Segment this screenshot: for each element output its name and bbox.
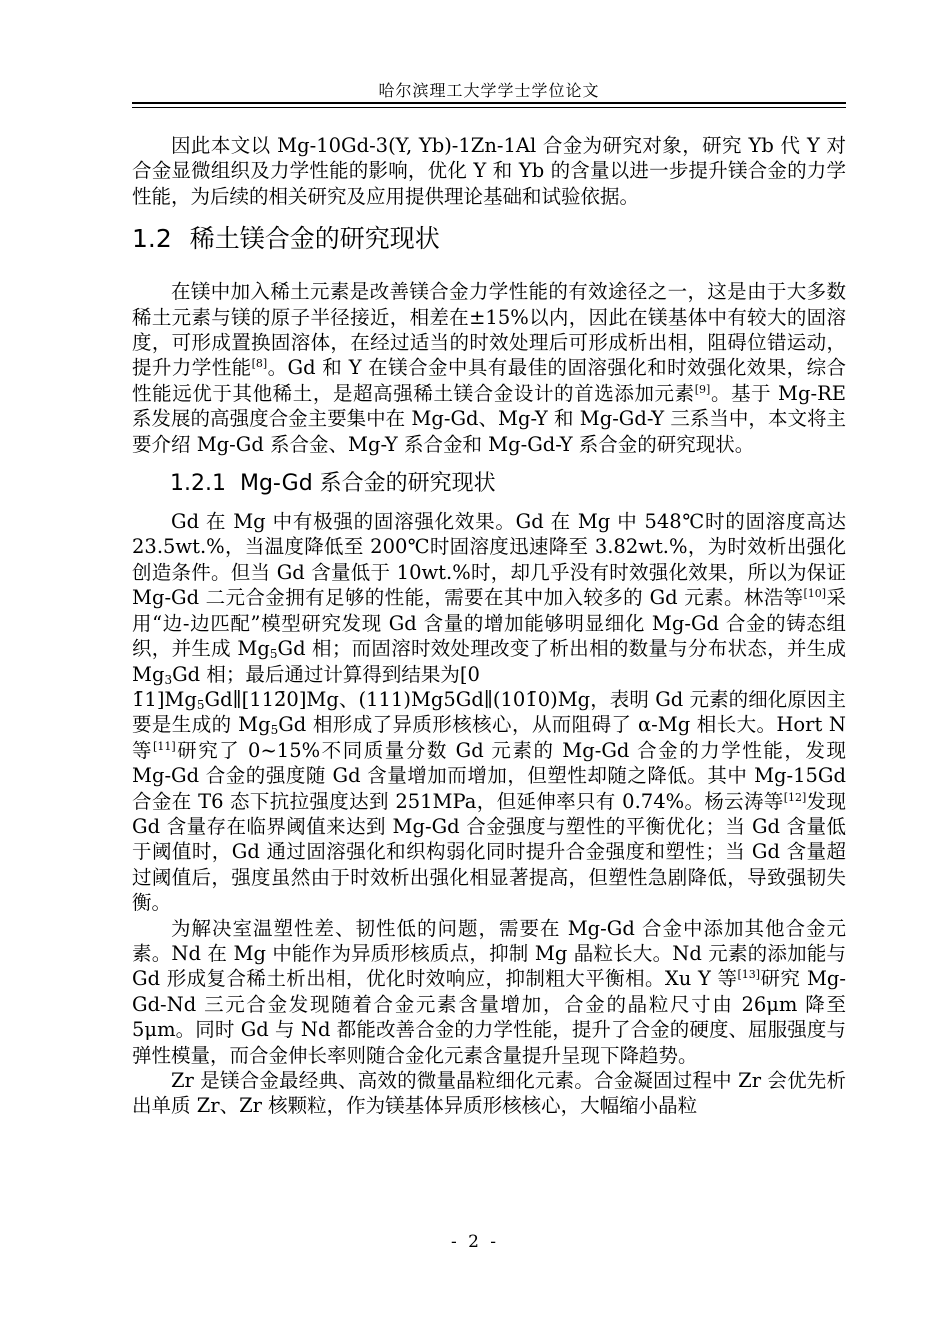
section-number: 1.2 [132, 224, 172, 254]
citation: [13] [737, 968, 761, 982]
citation: [12] [783, 790, 807, 804]
text-run: Gd 在 Mg 中有极强的固溶强化效果。Gd 在 Mg 中 548℃时的固溶度高达 23.5wt.%，当温度降低至 200℃时固溶度迅速降至 3.82wt.%，为时效析出强化创造条件。但当 Gd 含量低于 10wt.%时，却几乎没有时效强化效果，所以为保证 Mg-Gd 二元合金拥有足够的性能，需要在其中加入较多的 Gd 元素。林浩等 [132, 510, 846, 610]
text-run: Gd 相；最后通过计算得到结果为[0 [172, 662, 480, 686]
subscript: 5 [269, 647, 278, 662]
subscript: 5 [196, 697, 205, 712]
text-run: 。基于 Mg-RE 系发展的高强度合金主要集中在 Mg-Gd、Mg-Y 和 Mg-Gd-Y 三系当中，本文将主要介绍 Mg-Gd 系合金、Mg-Y 系合金和 Mg-Gd-Y 系合金的研究现状。 [132, 381, 846, 456]
text-run: Gd 相；而固溶时效处理改变了析出相的数量与分布状态，并生成 Mg [132, 637, 846, 686]
subscript: 3 [164, 672, 173, 687]
section-heading [132, 219, 846, 259]
citation: [11] [153, 739, 176, 753]
subsection-number: 1.2.1 [170, 471, 226, 497]
text-run: 1̄1]Mg [132, 687, 197, 711]
header-rule-thin [132, 107, 846, 108]
text-run: 发现 Gd 含量存在临界阈值来达到 Mg-Gd 合金强度与塑性的平衡优化；当 Gd 含量低于阈值时，Gd 通过固溶强化和织构弱化同时提升合金强度和塑性；当 Gd 含量超过阈值后，强度虽然由于时效析出强化相显著提高，但塑性急剧降低，导致强韧失衡。 [132, 789, 846, 915]
section-paragraph [132, 279, 846, 457]
intro-paragraph: 因此本文以 Mg-10Gd-3(Y, Yb)-1Zn-1Al 合金为研究对象，研究 Yb 代 Y 对合金显微组织及力学性能的影响，优化 Y 和 Yb 的含量以进一步提升镁合金的力学性能，为后续的相关研究及应用提供理论基础和试验依据。 [132, 134, 846, 208]
page-number: - 2 - [450, 1232, 500, 1252]
alloying-paragraph [132, 916, 846, 1068]
subsection-title: Mg-Gd 系合金的研究现状 [239, 471, 496, 497]
text-run: 采用“边-边匹配”模型研究发现 Gd 含量的增加能够明显细化 Mg-Gd 合金的铸态组织，并生成 Mg [132, 586, 846, 661]
citation: [8] [251, 357, 268, 371]
citation: [9] [694, 382, 711, 396]
text-run: 。Gd 和 Y 在镁合金中具有最佳的固溶强化和时效强化效果，综合性能远优于其他稀土，是超高强稀土镁合金设计的首选添加元素 [132, 356, 846, 405]
text-run: Gd∥[112̄0]Mg、(111)Mg5Gd∥(101̄0)Mg，表明 Gd 元素的细化原因主要是生成的 Mg [132, 687, 846, 737]
text-run: 研究了 0~15%不同质量分数 Gd 元素的 Mg-Gd 合金的力学性能，发现 Mg-Gd 合金的强度随 Gd 含量增加而增加，但塑性却随之降低。其中 Mg-15Gd 合金在 T6 态下抗拉强度达到 251MPa，但延伸率只有 0.74%。杨云涛等 [132, 738, 846, 813]
text-run: 在镁中加入稀土元素是改善镁合金力学性能的有效途径之一，这是由于大多数稀土元素与镁的原子半径接近，相差在±15%以内，因此在镁基体中有较大的固溶度，可形成置换固溶体，在经过适当的时效处理后可形成析出相，阻碍位错运动，提升力学性能 [132, 280, 846, 380]
zr-paragraph: Zr 是镁合金最经典、高效的微量晶粒细化元素。合金凝固过程中 Zr 会优先析出单质 Zr、Zr 核颗粒，作为镁基体异质形核核心，大幅缩小晶粒 [132, 1069, 846, 1118]
section-title: 稀土镁合金的研究现状 [189, 224, 440, 254]
mg-gd-paragraph [132, 509, 846, 916]
body-text [132, 133, 846, 1119]
text-run: 研究 Mg-Gd-Nd 三元合金发现随着合金元素含量增加，合金的晶粒尺寸由 26μm 降至 5μm。同时 Gd 与 Nd 都能改善合金的力学性能，提升了合金的硬度、屈服强度与弹性模量，而合金伸长率则随合金化元素含量提升呈现下降趋势。 [132, 967, 846, 1067]
subscript: 5 [270, 723, 279, 738]
running-header: 哈尔滨理工大学学士学位论文 [378, 81, 600, 100]
text-run: 为解决室温塑性差、韧性低的问题，需要在 Mg-Gd 合金中添加其他合金元素。Nd 在 Mg 中能作为异质形核质点，抑制 Mg 晶粒长大。Nd 元素的添加能与 Gd 形成复合稀土析出相，优化时效响应，抑制粗大平衡相。Xu Y 等 [132, 916, 846, 991]
subsection-heading [170, 467, 846, 501]
text-run: Gd 相形成了异质形核核心，从而阻碍了 α-Mg 相长大。Hort N 等 [132, 713, 846, 762]
citation: [10] [803, 587, 827, 601]
header-rule-thick [132, 102, 846, 104]
